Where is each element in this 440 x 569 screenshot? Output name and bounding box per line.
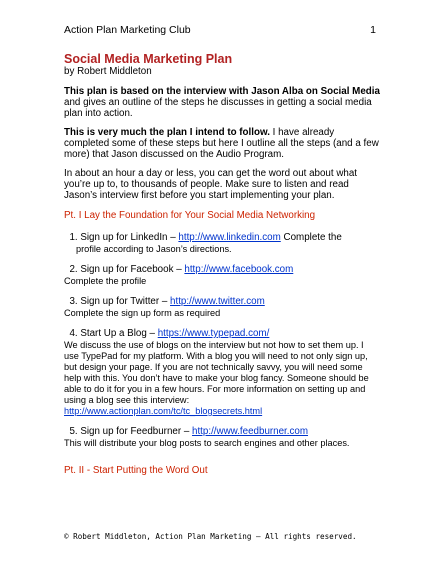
step-separator: –	[146, 328, 158, 339]
linkedin-link[interactable]: http://www.linkedin.com	[178, 232, 281, 243]
typepad-link[interactable]: https://www.typepad.com/	[157, 328, 270, 339]
step-title: 5. Sign up for Feedburner	[69, 426, 182, 437]
step-title: 2. Sign up for Facebook	[69, 264, 174, 275]
byline: by Robert Middleton	[64, 66, 152, 77]
section-heading-1: Pt. I Lay the Foundation for Your Social Media Networking	[64, 210, 316, 221]
feedburner-link[interactable]: http://www.feedburner.com	[192, 426, 309, 437]
document-body	[64, 52, 380, 487]
header-club-name: Action Plan Marketing Club	[64, 24, 191, 36]
plan-paragraph	[64, 127, 380, 160]
step-title-line	[64, 426, 380, 438]
step-title-line	[64, 232, 380, 244]
step-title: 4. Start Up a Blog	[69, 328, 147, 339]
page-title: Social Media Marketing Plan	[64, 52, 233, 66]
step-twitter	[64, 296, 380, 319]
step-linkedin	[64, 232, 380, 255]
step-separator: –	[159, 296, 171, 307]
step-body: This will distribute your blog posts to search engines and other places.	[64, 438, 350, 448]
step-title: 1. Sign up for LinkedIn	[69, 232, 168, 243]
twitter-link[interactable]: http://www.twitter.com	[170, 296, 265, 307]
step-body: Complete the sign up form as required	[64, 308, 221, 318]
step-separator: –	[173, 264, 185, 275]
plan-rest: I have already completed some of these steps but here I outline all the steps (and a few more) that Jason discussed on the Audio Program.	[64, 127, 379, 160]
page-number: 1	[370, 24, 376, 36]
step-title-line	[64, 328, 380, 340]
section-heading-2: Pt. II - Start Putting the Word Out	[64, 465, 208, 476]
copyright-footer: © Robert Middleton, Action Plan Marketing – All rights reserved.	[64, 532, 357, 541]
blogsecrets-link[interactable]: http://www.actionplan.com/tc/tc_blogsecrets.html	[64, 406, 263, 416]
step-title-line	[64, 264, 380, 276]
step-feedburner	[64, 426, 380, 449]
step-body-text: We discuss the use of blogs on the interview but not how to set them up. I use TypePad for my platform. With a blog you will need to not only sign up, but design your page. If you are not technically savvy, you will need some help with this. You don’t have to make your blog fancy. Someone should be able to do it for you in a few hours. For more information on setting up and using a blog see this interview:	[64, 340, 369, 405]
step-blog	[64, 328, 380, 417]
intro-rest: and gives an outline of the steps he discusses in getting a social media plan into action.	[64, 97, 372, 119]
step-title: 3. Sign up for Twitter	[69, 296, 160, 307]
step-body: profile according to Jason’s directions.	[76, 244, 232, 254]
step-title-after: Complete the	[280, 232, 342, 243]
plan-bold: This is very much the plan I intend to follow.	[64, 127, 270, 138]
intro-bold: This plan is based on the interview with Jason Alba on Social Media	[64, 86, 380, 97]
facebook-link[interactable]: http://www.facebook.com	[184, 264, 294, 275]
hour-paragraph: In about an hour a day or less, you can get the word out about what you’re up to, to thousands of people. Make sure to listen and read Jason’s interview first before you start implementing your plan.	[64, 168, 358, 201]
step-facebook	[64, 264, 380, 287]
intro-paragraph	[64, 86, 380, 119]
step-title-line	[64, 296, 380, 308]
step-body: Complete the profile	[64, 276, 147, 286]
step-separator: –	[167, 232, 179, 243]
page-header	[64, 24, 376, 36]
step-body	[64, 340, 380, 417]
step-separator: –	[181, 426, 193, 437]
